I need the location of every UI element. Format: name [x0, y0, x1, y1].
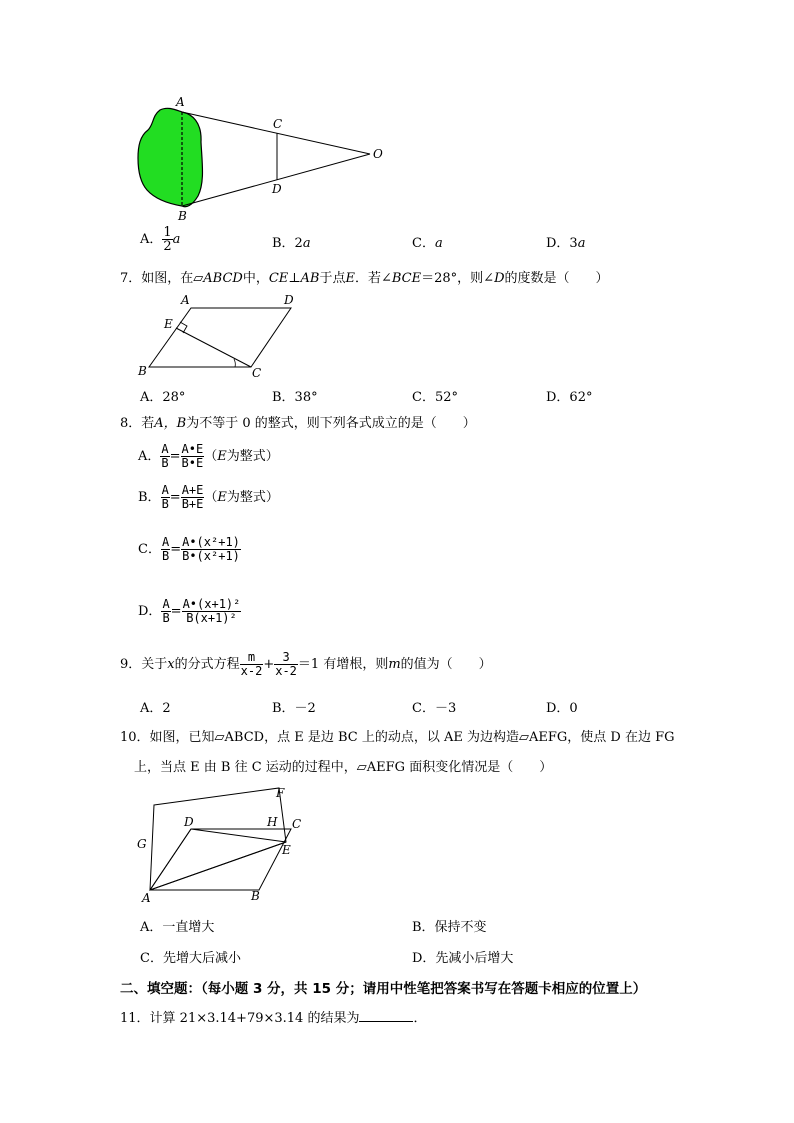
fig10-label-g: G — [137, 837, 147, 851]
q8-option-a: A． $\frac{A}{B}$ = $\frac{A•E}{B•E}$ （E为整式） — [138, 442, 279, 470]
q10-stem-line2: 上，当点 E 由 B 往 C 运动的过程中，▱AEFG 面积变化情况是（ ） — [134, 760, 553, 775]
q6-option-a-fraction: $\frac{1}{2}$ — [163, 225, 172, 254]
q9-option-d: D．0 — [546, 701, 578, 716]
q7-stem: 7．如图，在▱ABCD中，CE⊥AB于点E．若∠BCE＝28°，则∠D的度数是（ ） — [120, 271, 609, 286]
q11-answer-blank — [359, 1021, 413, 1022]
q6-option-d: D．3a — [546, 236, 586, 251]
figure-q6-blob — [138, 108, 203, 206]
q10-stem-line1: 10．如图，已知▱ABCD，点 E 是边 BC 上的动点，以 AE 为边构造▱AEFG，使点 D 在边 FG — [120, 730, 675, 745]
fig6-label-b: B — [178, 209, 187, 223]
fig10-label-d: D — [184, 815, 194, 829]
q9-stem: 9．关于x的分式方程 $\frac{m}{x-2}$ + $\frac{3}{x-2}$ ＝1 有增根，则m的值为（ ） — [120, 650, 492, 678]
fig10-label-f: F — [276, 786, 285, 800]
fig7-label-b: B — [138, 364, 147, 378]
q7-option-c: C．52° — [412, 390, 458, 405]
fig6-label-d: D — [272, 182, 282, 196]
fig6-label-a: A — [176, 95, 185, 109]
q10-option-d: D．先减小后增大 — [412, 951, 514, 966]
figure-q6 — [130, 92, 400, 228]
fig10-label-h: H — [267, 815, 278, 829]
q6-option-c: C．a — [412, 236, 443, 251]
q6-option-a: A． $\frac{1}{2}$ a — [140, 225, 181, 254]
fig7-label-c: C — [252, 366, 262, 380]
section-title-fill-in: 二、填空题：（每小题 3 分，共 15 分；请用中性笔把答案书写在答题卡相应的位置上） — [120, 981, 647, 997]
q8-option-c: C． $\frac{A}{B}$ = $\frac{\text{A•(x²+1)}}{\text{B•(x²+1)}}$ — [138, 535, 240, 563]
q8-stem: 8．若A，B为不等于 0 的整式，则下列各式成立的是（ ） — [120, 416, 476, 431]
q7-option-a: A．28° — [140, 390, 186, 405]
q6-option-b: B．2a — [272, 236, 311, 251]
q8-option-b: B． $\frac{A}{B}$ = $\frac{A+E}{B+E}$ （E为整式） — [138, 483, 279, 511]
q10-option-c: C．先增大后减小 — [140, 951, 241, 966]
q9-option-c: C．－3 — [412, 701, 457, 716]
figure-q10 — [134, 782, 314, 906]
figure-q7 — [134, 291, 304, 381]
q9-option-b: B．－2 — [272, 701, 316, 716]
fig7-label-a: A — [181, 293, 190, 307]
fig6-label-c: C — [273, 117, 283, 131]
fig6-label-o: O — [373, 147, 383, 161]
fig10-label-c: C — [292, 817, 302, 831]
q8-option-d: D． $\frac{A}{B}$ = $\frac{\text{A•(x+1)²}}{\text{B(x+1)²}}$ — [138, 597, 241, 625]
fig10-label-e: E — [282, 843, 291, 857]
fig10-label-a: A — [142, 891, 151, 905]
q10-option-b: B．保持不变 — [412, 920, 487, 935]
q11-stem: 11．计算 21×3.14+79×3.14 的结果为 ． — [120, 1011, 427, 1026]
q10-option-a: A．一直增大 — [140, 920, 215, 935]
q7-option-b: B．38° — [272, 390, 318, 405]
fig10-label-b: B — [251, 889, 260, 903]
q7-option-d: D．62° — [546, 390, 593, 405]
fig7-label-e: E — [164, 317, 173, 331]
fig7-label-d: D — [284, 293, 294, 307]
q9-option-a: A．2 — [140, 701, 171, 716]
